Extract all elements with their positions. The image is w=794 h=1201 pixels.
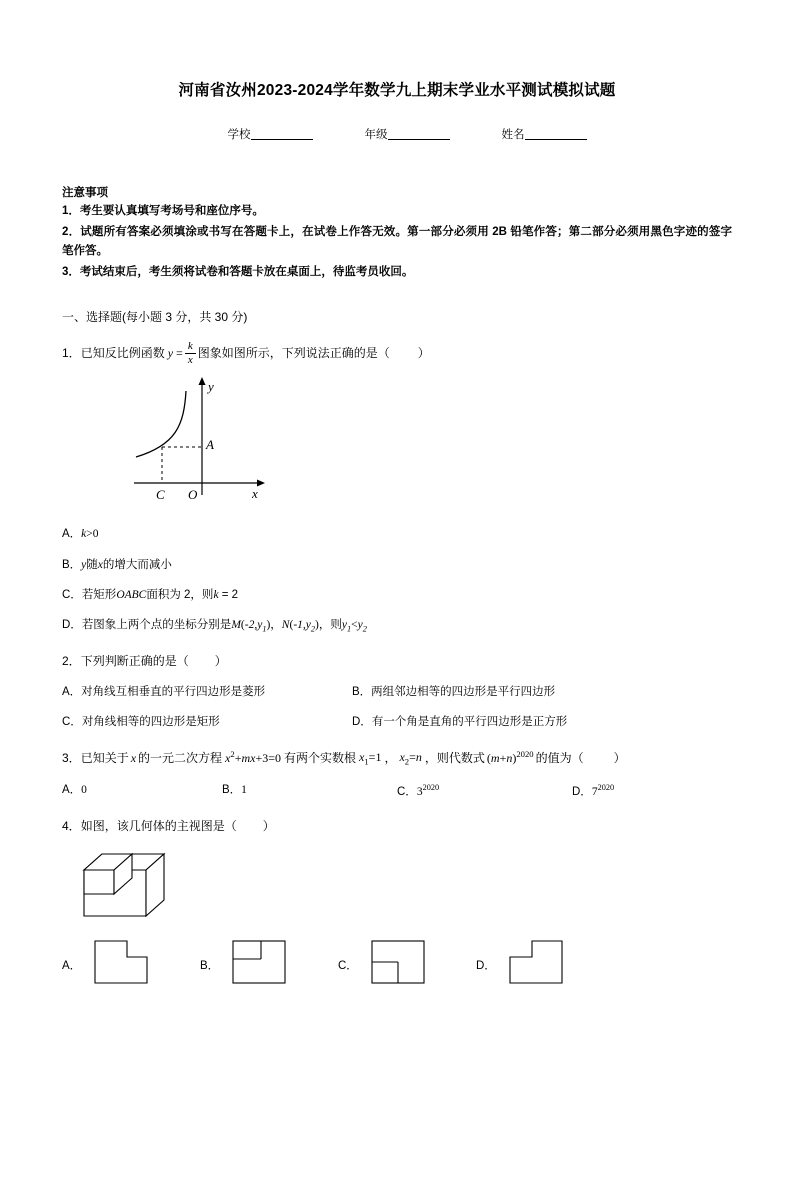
- q4-stem-end: ）: [262, 819, 275, 834]
- q2-number: 2．: [62, 653, 81, 668]
- q2-options-row-2: [62, 713, 732, 731]
- q1-option-c[interactable]: C．若矩形OABC面积为 2，则k = 2: [62, 588, 239, 601]
- q1-option-a[interactable]: A．k>0: [62, 528, 99, 541]
- question-4: [62, 817, 732, 988]
- student-info-row: [62, 126, 732, 142]
- q1-fraction: [185, 340, 196, 366]
- q3-stem-2: 的一元二次方程: [138, 750, 223, 765]
- q3-stem-1: 已知关于: [80, 750, 129, 765]
- q2-option-b[interactable]: B．两组邻边相等的四边形是平行四边形: [352, 686, 556, 698]
- q3-option-a[interactable]: A．0: [62, 783, 87, 796]
- q1-equals: =: [176, 346, 183, 361]
- svg-text:C: C: [156, 487, 165, 503]
- notice-line-2: 2．试题所有答案必须填涂或书写在答题卡上，在试卷上作答无效。第一部分必须用 2B 铅笔作答；第二部分必须用黑色字迹的签字笔作答。: [62, 225, 732, 257]
- q3-option-c[interactable]: C．$3^{2020}$: [397, 782, 440, 798]
- svg-text:y: y: [208, 379, 214, 395]
- page-title: 河南省汝州2023-2024学年数学九上期末学业水平测试模拟试题: [178, 82, 616, 99]
- q3-option-b[interactable]: B．1: [222, 783, 247, 796]
- q4-option-a[interactable]: A．: [62, 937, 200, 989]
- grade-blank[interactable]: [388, 139, 450, 140]
- q2-option-a[interactable]: A．对角线互相垂直的平行四边形是菱形: [62, 686, 266, 698]
- q2-option-d[interactable]: D．有一个角是直角的平行四边形是正方形: [352, 716, 568, 729]
- field-grade: 年级: [365, 126, 450, 142]
- q4-stem: 如图，该几何体的主视图是（: [80, 819, 237, 834]
- q1-option-d[interactable]: D．若图象上两个点的坐标分别是$M(-2,y_1)$，$N(-1,y_2)$，则$y_1<y_2$: [62, 619, 367, 634]
- q3-stem-4: ，则代数式: [424, 750, 485, 765]
- question-2: [62, 652, 732, 732]
- q3-option-d[interactable]: D．$7^{2020}$: [572, 782, 615, 798]
- q1-number: 1．: [62, 346, 81, 361]
- svg-text:O: O: [188, 487, 198, 503]
- notice-line-3: 3．考试结束后，考生须将试卷和答题卡放在桌面上，待监考员收回。: [62, 265, 414, 278]
- section-1-heading: 一、选择题(每小题 3 分，共 30 分): [62, 309, 248, 324]
- q1-frac-numerator: k: [187, 339, 193, 352]
- q3-root-2: $x_2=n$: [399, 749, 422, 767]
- q1-stem-a: 已知反比例函数: [80, 346, 165, 361]
- q3-stem-end: ）: [613, 750, 626, 765]
- q1-option-b[interactable]: B．y随x的增大而减小: [62, 558, 172, 571]
- q3-root-1: $x_1=1$: [359, 749, 382, 767]
- name-blank[interactable]: [525, 139, 587, 140]
- q2-option-c[interactable]: C．对角线相等的四边形是矩形: [62, 716, 220, 729]
- q1-frac-denominator: x: [185, 353, 196, 367]
- q3-options-row: [62, 781, 732, 801]
- q4-figure-solid: [74, 846, 732, 930]
- q4-option-c[interactable]: C．: [338, 937, 476, 989]
- notice-line-1: 1．考生要认真填写考场号和座位序号。: [62, 205, 264, 217]
- q3-number: 3．: [62, 750, 81, 765]
- q3-equation: $x^2+mx+3=0$: [225, 749, 282, 766]
- q4-options-row: [62, 937, 732, 989]
- question-3: 3． 已知关于 x 的一元二次方程 $x^2+mx+3=0$ 有两个实数根 $x_1=1$ ， $x_2=n$ ，则代数式 $(m+n)^{2020}$ 的值为（ ） A．0 B．1 C．$3^{2020}$ D．$7^{2020}$: [62, 748, 732, 801]
- notice-heading: 注意事项: [62, 187, 108, 199]
- field-name: 姓名: [502, 126, 587, 142]
- q4-option-d[interactable]: D．: [476, 937, 614, 989]
- q1-stem-c: ）: [417, 346, 430, 361]
- q2-stem-end: ）: [214, 653, 227, 668]
- q2-stem: 下列判断正确的是（: [80, 653, 189, 668]
- svg-text:x: x: [252, 486, 258, 502]
- q1-var-y: y: [167, 346, 174, 361]
- q1-figure-hyperbola: [102, 377, 732, 513]
- q1-stem-b: 图象如图所示，下列说法正确的是（: [197, 346, 390, 361]
- exam-page: [0, 78, 794, 1201]
- q2-options-row-1: [62, 683, 732, 701]
- question-1: [62, 341, 732, 636]
- q3-expression: $(m+n)^{2020}$: [486, 749, 534, 766]
- svg-text:A: A: [206, 437, 214, 453]
- field-school: 学校: [228, 126, 313, 142]
- q4-option-b[interactable]: B．: [200, 937, 338, 989]
- q3-var-x: x: [130, 750, 137, 765]
- q4-number: 4．: [62, 819, 81, 834]
- q3-stem-3: 有两个实数根: [284, 750, 357, 765]
- q3-stem-5: 的值为（: [535, 750, 584, 765]
- school-blank[interactable]: [251, 139, 313, 140]
